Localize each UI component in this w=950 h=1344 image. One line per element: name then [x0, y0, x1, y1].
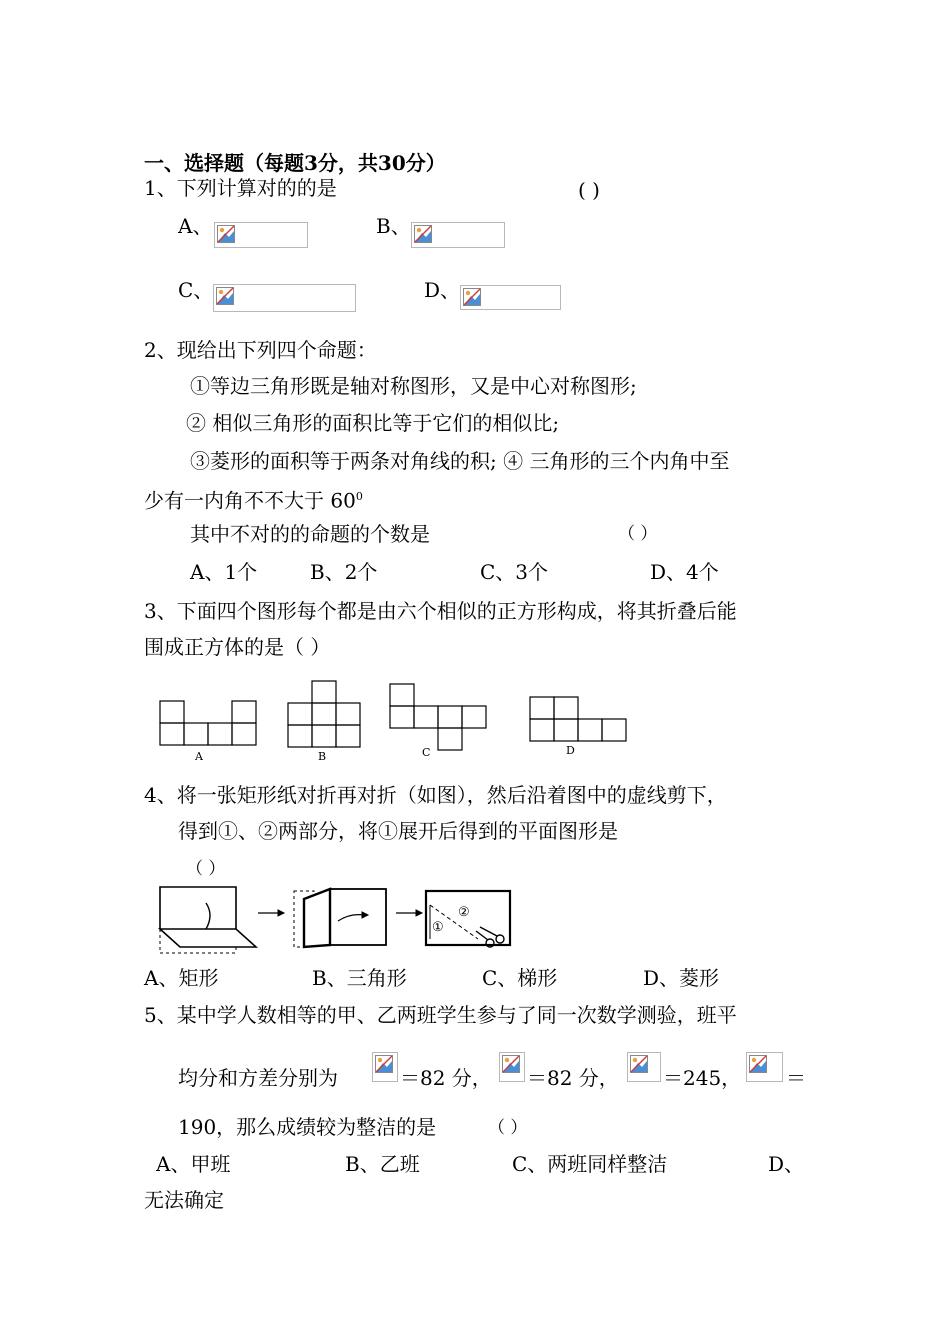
q2-option-a: A、1个 [190, 560, 258, 584]
q5-line2-c: ＝82 分， [527, 1066, 619, 1090]
broken-image-icon [749, 1055, 767, 1073]
q5-option-d-text: 无法确定 [144, 1188, 224, 1212]
q1-option-b-label: B、 [376, 214, 411, 238]
q5-formula-image-1 [372, 1052, 398, 1082]
q5-option-b: B、乙班 [345, 1152, 420, 1176]
broken-image-icon [375, 1055, 393, 1073]
q2-answer-bracket: （ ） [618, 524, 658, 544]
q5-line2-b: ＝82 分， [400, 1066, 492, 1090]
q5-answer-bracket: （ ） [488, 1118, 528, 1138]
section-title: 一、选择题（每题3分，共30分） [144, 151, 446, 175]
q2-proposition-1: ①等边三角形既是轴对称图形，又是中心对称图形; [190, 374, 637, 398]
q5-stem-line1: 5、某中学人数相等的甲、乙两班学生参与了同一次数学测验，班平 [144, 1003, 737, 1027]
q2-option-b: B、2个 [310, 560, 378, 584]
fold-step-2 [294, 889, 386, 947]
q3-stem-line2: 围成正方体的是（ ） [144, 635, 331, 659]
net-a [160, 701, 256, 745]
broken-image-icon [414, 225, 432, 243]
q5-formula-image-2 [499, 1052, 525, 1082]
arrow-right-icon [258, 910, 284, 916]
broken-image-icon [217, 225, 235, 243]
q5-option-a: A、甲班 [156, 1152, 231, 1176]
q1-option-d-image [460, 285, 561, 310]
q2-ask: 其中不对的的命题的个数是 [190, 522, 430, 546]
q2-proposition-3-4: ③菱形的面积等于两条对角线的积; ④ 三角形的三个内角中至 [190, 449, 730, 473]
q2-proposition-4-text: 少有一内角不不大于 60 [144, 488, 356, 513]
q4-fig-label-1: ① [432, 920, 444, 935]
broken-image-icon [216, 287, 234, 305]
q3-label-a: A [195, 750, 203, 763]
q1-option-a-image [214, 222, 308, 248]
q3-label-b: B [318, 750, 327, 763]
net-c [390, 684, 486, 750]
q3-stem-line1: 3、下面四个图形每个都是由六个相似的正方形构成，将其折叠后能 [144, 599, 737, 623]
q2-option-c: C、3个 [480, 560, 549, 584]
fold-step-1 [160, 887, 256, 953]
q4-answer-bracket: （ ） [186, 859, 226, 879]
net-d [530, 697, 626, 741]
q5-formula-image-3 [627, 1052, 661, 1082]
q4-fig-label-2: ② [458, 905, 470, 920]
broken-image-icon [463, 288, 481, 306]
q1-option-d-label: D、 [424, 278, 461, 302]
q1-option-c-image [213, 284, 356, 312]
q2-proposition-2: ② 相似三角形的面积比等于它们的相似比; [186, 411, 560, 435]
q1-stem: 1、下列计算对的的是 [144, 176, 337, 200]
q3-cube-nets-figure [150, 678, 650, 768]
q5-line3: 190，那么成绩较为整洁的是 [178, 1115, 437, 1139]
q5-line2-e: ＝ [786, 1066, 806, 1090]
q1-option-c-label: C、 [178, 278, 214, 302]
q4-stem-line2: 得到①、②两部分，将①展开后得到的平面图形是 [178, 819, 618, 843]
q4-option-b: B、三角形 [312, 966, 407, 990]
q5-line2-a: 均分和方差分别为 [178, 1066, 338, 1090]
broken-image-icon [630, 1055, 648, 1073]
q3-label-c: C [422, 746, 431, 759]
arrow-right-icon [396, 910, 422, 916]
q4-option-a: A、矩形 [144, 966, 219, 990]
q3-label-d: D [566, 744, 575, 757]
q2-degree-sup: 0 [355, 490, 363, 503]
q2-option-d: D、4个 [650, 560, 719, 584]
q2-stem: 2、现给出下列四个命题： [144, 338, 377, 362]
q1-answer-bracket: ( ) [578, 178, 600, 202]
q5-option-d: D、 [768, 1152, 805, 1176]
q1-option-a-label: A、 [178, 214, 213, 238]
q1-option-b-image [411, 222, 505, 248]
q4-option-c: C、梯形 [482, 966, 558, 990]
q4-stem-line1: 4、将一张矩形纸对折再对折（如图），然后沿着图中的虚线剪下， [144, 783, 727, 807]
q5-option-c: C、两班同样整洁 [512, 1152, 668, 1176]
q5-formula-image-4 [746, 1052, 783, 1082]
net-b [288, 681, 360, 747]
q2-proposition-4-cont [144, 484, 363, 514]
q4-option-d: D、菱形 [643, 966, 720, 990]
broken-image-icon [502, 1055, 520, 1073]
q5-line2-d: ＝245， [663, 1066, 742, 1090]
